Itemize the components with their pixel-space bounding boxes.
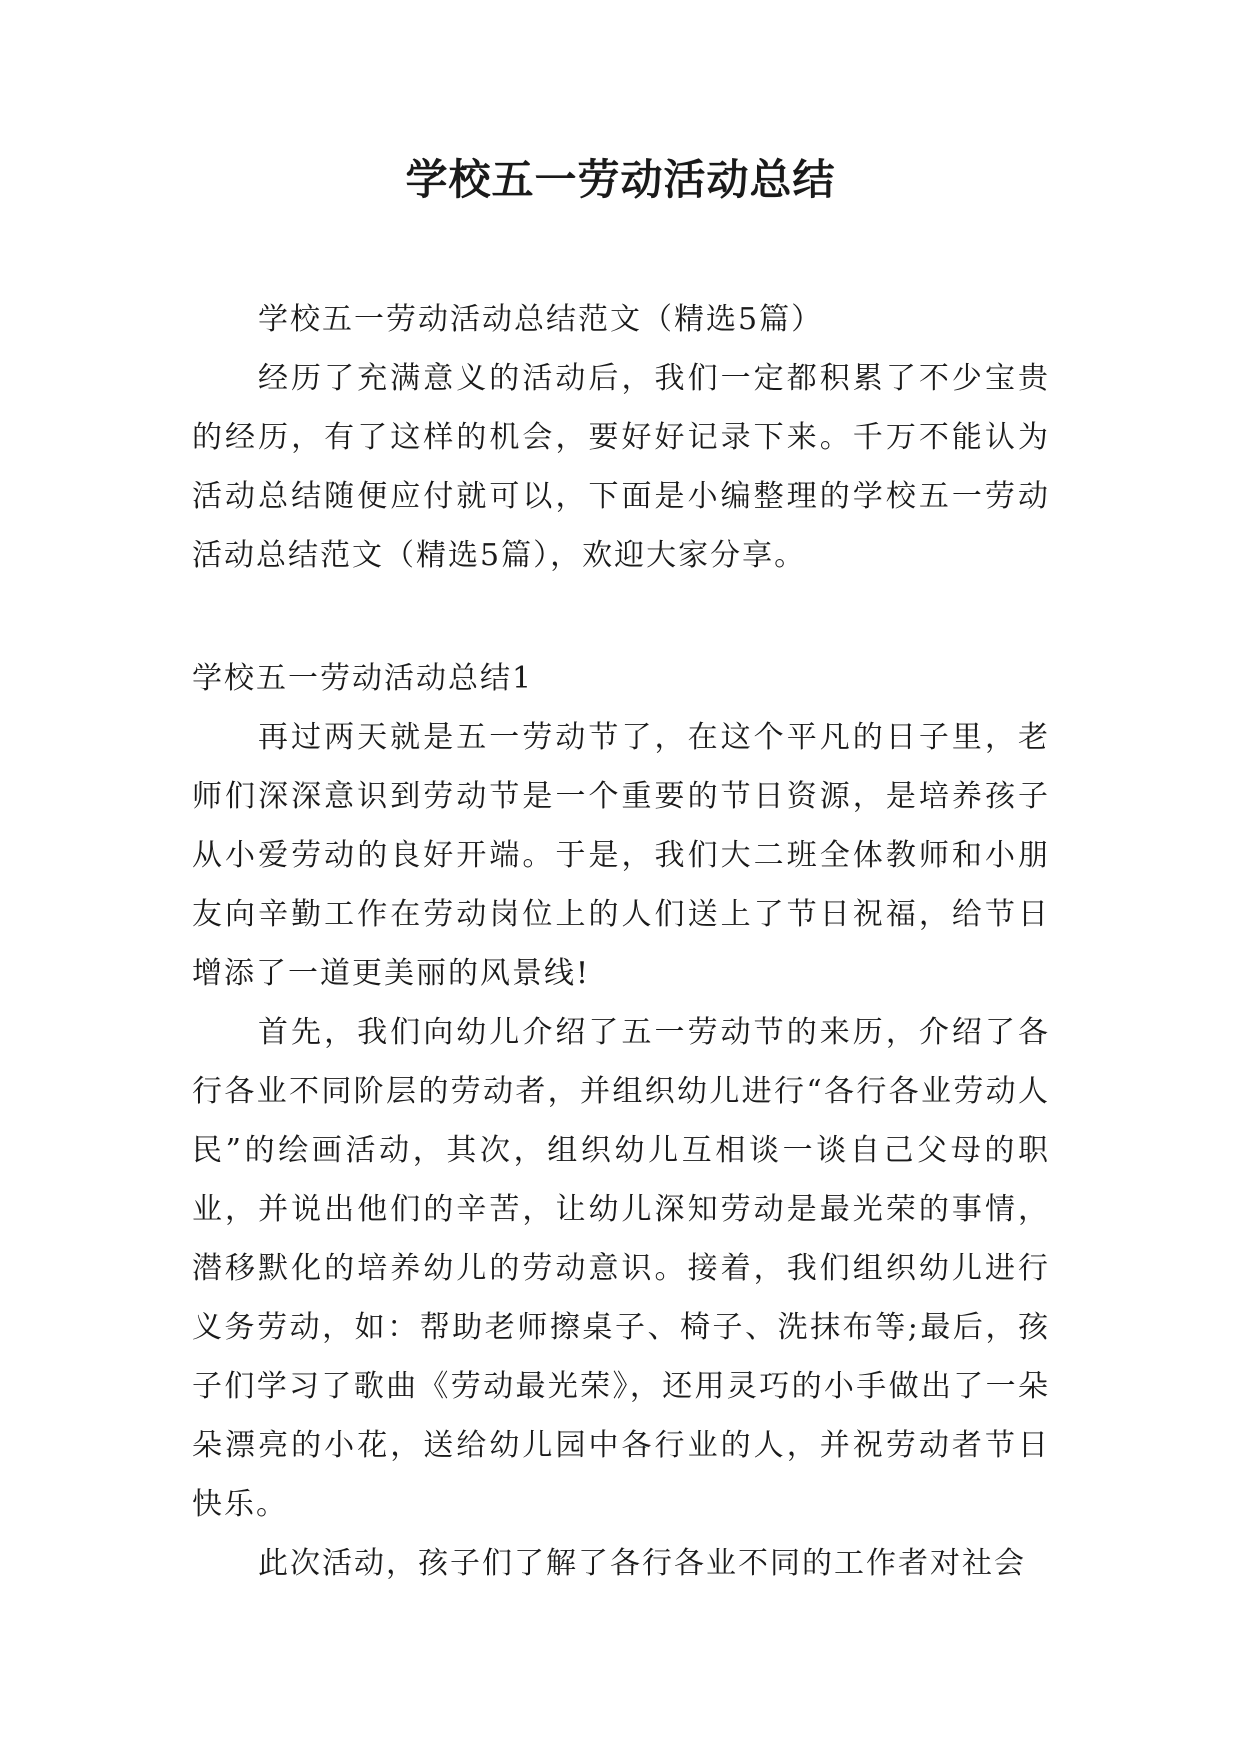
body-paragraph: 再过两天就是五一劳动节了，在这个平凡的日子里，老师们深深意识到劳动节是一个重要的节日资源，是培养孩子从小爱劳动的良好开端。于是，我们大二班全体教师和小朋友向辛勤工作在劳动岗位上的人们送上了节日祝福，给节日增添了一道更美丽的风景线! bbox=[192, 720, 1050, 991]
document-body bbox=[192, 290, 1050, 1593]
intro-paragraph: 经历了充满意义的活动后，我们一定都积累了不少宝贵的经历，有了这样的机会，要好好记录下来。千万不能认为活动总结随便应付就可以，下面是小编整理的学校五一劳动活动总结范文（精选5篇），欢迎大家分享。 bbox=[192, 361, 1050, 573]
document-title: 学校五一劳动活动总结 bbox=[405, 155, 836, 204]
body-paragraph: 此次活动，孩子们了解了各行各业不同的工作者对社会 bbox=[258, 1546, 1026, 1581]
section-heading: 学校五一劳动活动总结1 bbox=[192, 661, 534, 696]
body-paragraph: 首先，我们向幼儿介绍了五一劳动节的来历，介绍了各行各业不同阶层的劳动者，并组织幼儿进行“各行各业劳动人民”的绘画活动，其次，组织幼儿互相谈一谈自己父母的职业，并说出他们的辛苦，让幼儿深知劳动是最光荣的事情，潜移默化的培养幼儿的劳动意识。接着，我们组织幼儿进行义务劳动，如：帮助老师擦桌子、椅子、洗抹布等;最后，孩子们学习了歌曲《劳动最光荣》，还用灵巧的小手做出了一朵朵漂亮的小花，送给幼儿园中各行业的人，并祝劳动者节日快乐。 bbox=[192, 1015, 1050, 1522]
intro-subtitle: 学校五一劳动活动总结范文（精选5篇） bbox=[258, 302, 824, 337]
